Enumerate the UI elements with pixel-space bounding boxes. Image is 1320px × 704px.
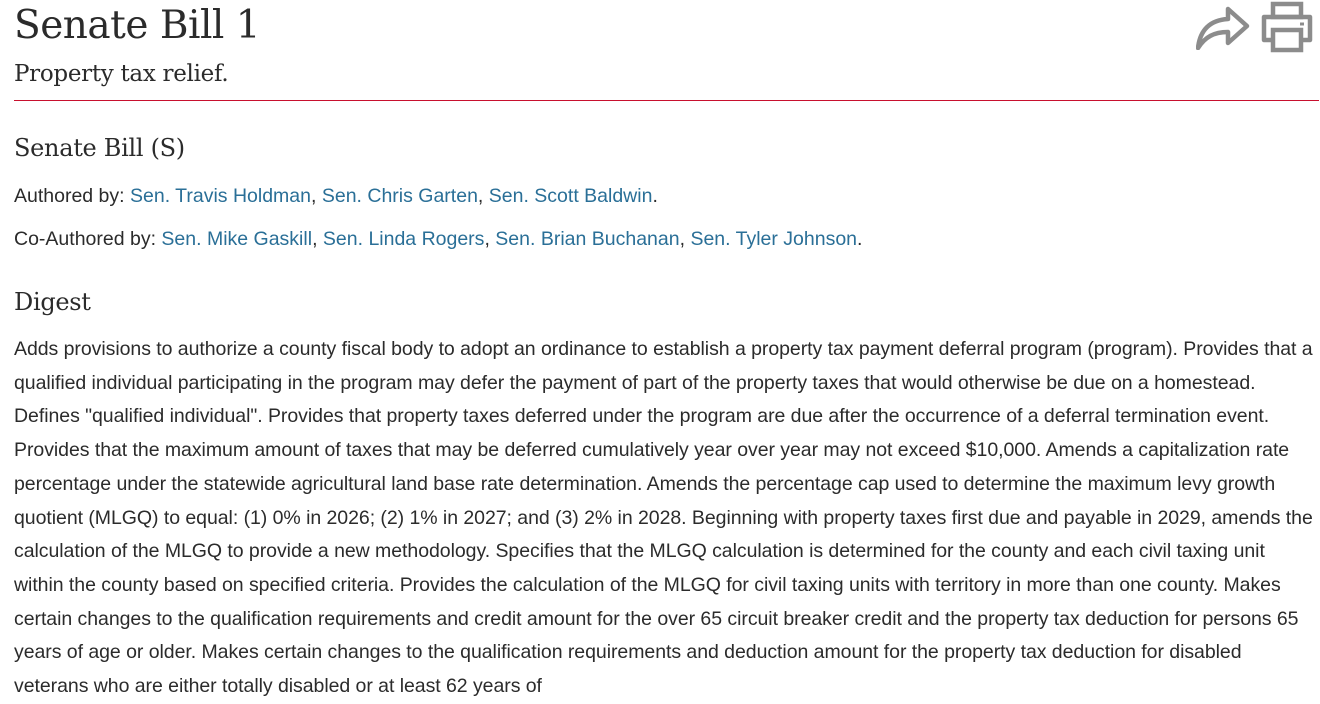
share-arrow-icon — [1196, 4, 1250, 50]
coauthor-separator: , — [484, 228, 496, 250]
printer-icon — [1260, 1, 1314, 53]
coauthor-link-gaskill[interactable]: Sen. Mike Gaskill — [161, 228, 313, 250]
author-link-baldwin[interactable]: Sen. Scott Baldwin — [488, 185, 653, 207]
page-actions — [1196, 2, 1314, 52]
coauthor-separator: , — [679, 228, 691, 250]
coauthored-by-label: Co-Authored by: — [14, 228, 162, 250]
digest-text: Adds provisions to authorize a county fiscal body to adopt an ordinance to establish a property tax payment deferral program (program). Provides that a qualified individual participating in the program may defer the payment of part of the property taxes that would otherwise be due on a homestead. Defines "qualified individual". Provides that property taxes deferred under the program are due after the occurrence of a deferral termination event. Provides that the maximum amount of taxes that may be deferred cumulatively year over year may not exceed $10,000. Amends a capitalization rate percentage under the statewide agricultural land base rate determination. Amends the percentage cap used to determine the maximum levy growth quotient (MLGQ) to equal: (1) 0% in 2026; (2) 1% in 2027; and (3) 2% in 2028. Beginning with property taxes first due and payable in 2029, amends the calculation of the MLGQ to provide a new methodology. Specifies that the MLGQ calculation is determined for the county and each civil taxing unit within the county based on specified criteria. Provides the calculation of the MLGQ for civil taxing units with territory in more than one county. Makes certain changes to the qualification requirements and credit amount for the over 65 circuit breaker credit and the property tax deduction for persons 65 years of age or older. Makes certain changes to the qualification requirements and deduction amount for the property tax deduction for disabled veterans who are either totally disabled or at least 62 years of — [14, 338, 1313, 698]
authored-by-line — [14, 182, 658, 210]
coauthor-link-johnson[interactable]: Sen. Tyler Johnson — [690, 228, 858, 250]
author-separator: , — [477, 185, 489, 207]
print-button[interactable] — [1260, 2, 1314, 52]
author-list-end: . — [652, 185, 658, 207]
coauthored-by-line — [14, 225, 862, 253]
page-subtitle: Property tax relief. — [14, 61, 229, 87]
page-title: Senate Bill 1 — [14, 3, 261, 48]
share-button[interactable] — [1196, 2, 1250, 52]
author-link-garten[interactable]: Sen. Chris Garten — [321, 185, 478, 207]
chamber-heading: Senate Bill (S) — [14, 134, 185, 162]
coauthor-link-rogers[interactable]: Sen. Linda Rogers — [322, 228, 485, 250]
title-divider — [14, 100, 1319, 101]
author-separator: , — [311, 185, 322, 207]
author-link-holdman[interactable]: Sen. Travis Holdman — [130, 185, 311, 207]
digest-heading: Digest — [14, 288, 91, 316]
authored-by-label: Authored by: — [14, 185, 130, 207]
coauthor-separator: , — [312, 228, 323, 250]
coauthor-list-end: . — [857, 228, 863, 250]
coauthor-link-buchanan[interactable]: Sen. Brian Buchanan — [495, 228, 680, 250]
